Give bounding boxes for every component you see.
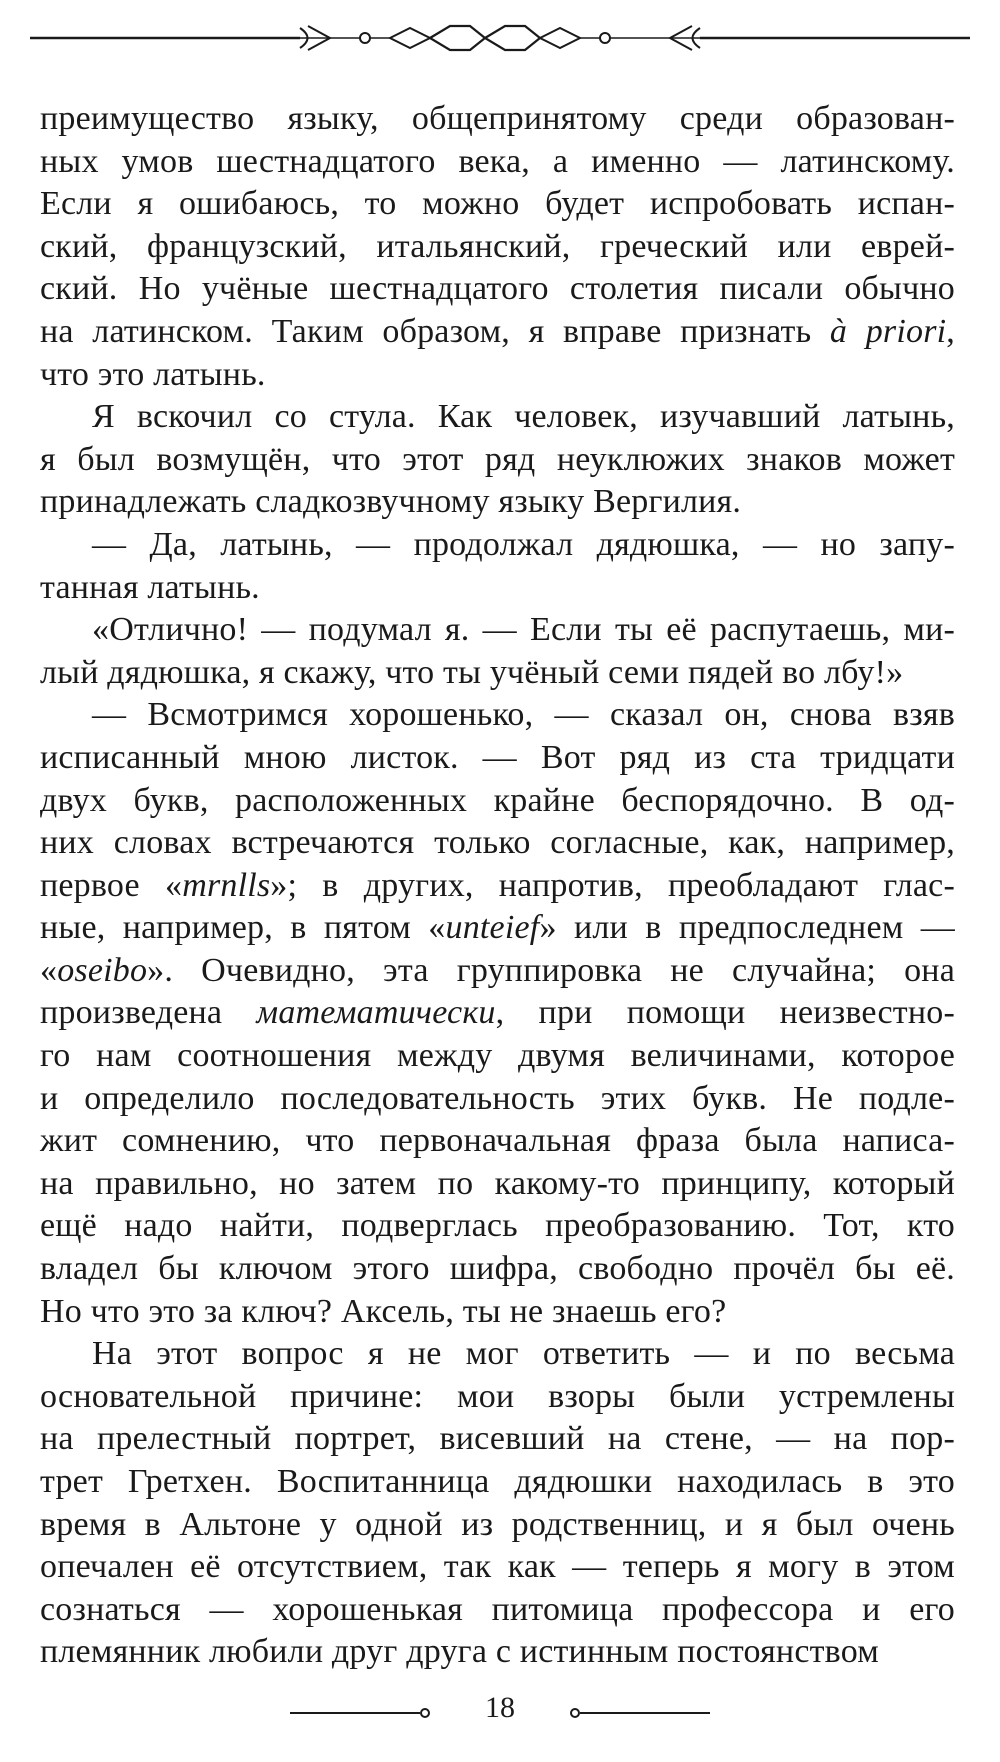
text-line: го нам соотношения между двумя величинами, которое — [40, 1037, 955, 1075]
text-line: основательной причине: мои взоры были устремлены — [40, 1377, 955, 1415]
text-line: трет Гретхен. Воспитанница дядюшки находилась в это — [40, 1463, 955, 1500]
text-line: первое «mrnlls»; в других, напротив, преобладают глас- — [40, 866, 955, 904]
text-line: двух букв, расположенных крайне беспорядочно. В од- — [40, 781, 955, 819]
text-line: на латинском. Таким образом, я вправе признать à priori, — [40, 312, 955, 350]
text-line: что это латынь. — [40, 355, 266, 393]
text-line: лый дядюшка, я скажу, что ты учёный семи пядей во лбу!» — [40, 653, 904, 691]
text-line: «oseibo». Очевидно, эта группировка не случайна; она — [40, 951, 955, 989]
text-line: на правильно, но затем по какому-то принципу, который — [40, 1164, 955, 1202]
paragraph — [40, 609, 955, 694]
text-line: — Всмотримся хорошенько, — сказал он, снова взяв — [92, 696, 955, 734]
text-line: сознаться — хорошенькая питомица профессора и его — [40, 1590, 955, 1628]
text-line: ский, французский, итальянский, греческий или еврей- — [40, 227, 955, 265]
paragraph — [40, 694, 955, 1333]
top-ornament — [30, 20, 970, 56]
text-line: ский. Но учёные шестнадцатого столетия писали обычно — [40, 270, 955, 308]
text-line: я был возмущён, что этот ряд неуклюжих знаков может — [40, 440, 955, 478]
paragraph — [40, 98, 955, 396]
text-line: ных умов шестнадцатого века, а именно — латинскому. — [40, 142, 955, 180]
text-line: исписанный мною листок. — Вот ряд из ста тридцати — [40, 738, 955, 776]
paragraph — [40, 1333, 955, 1674]
page-number: 18 — [470, 1690, 530, 1726]
text-line: опечален её отсутствием, так как — теперь я могу в этом — [40, 1548, 955, 1586]
text-line: На этот вопрос я не мог ответить — и по весьма — [92, 1335, 955, 1373]
body-text — [40, 98, 955, 1674]
text-line: племянник любили друг друга с истинным постоянством — [40, 1633, 879, 1671]
text-line: владел бы ключом этого шифра, свободно прочёл бы её. — [40, 1250, 955, 1288]
paragraph — [40, 396, 955, 524]
text-line: «Отлично! — подумал я. — Если ты её распутаешь, ми- — [92, 611, 955, 649]
text-line: Если я ошибаюсь, то можно будет испробовать испан- — [40, 185, 955, 223]
text-line: Я вскочил со стула. Как человек, изучавший латынь, — [92, 398, 955, 436]
text-line: танная латынь. — [40, 568, 260, 606]
text-line: преимущество языку, общепринятому среди образован- — [40, 100, 955, 137]
text-line: на прелестный портрет, висевший на стене, — на пор- — [40, 1420, 955, 1458]
text-line: жит сомнению, что первоначальная фраза была написа- — [40, 1122, 955, 1160]
text-line: ещё надо найти, подверглась преобразованию. Тот, кто — [40, 1207, 955, 1245]
text-line: ные, например, в пятом «unteief» или в предпоследнем — — [40, 909, 955, 947]
text-line: — Да, латынь, — продолжал дядюшка, — но запу- — [92, 525, 955, 563]
text-line: принадлежать сладкозвучному языку Вергилия. — [40, 483, 742, 521]
text-line: и определило последовательность этих букв. Не подле- — [40, 1079, 955, 1117]
text-line: время в Альтоне у одной из родственниц, и я был очень — [40, 1505, 955, 1543]
text-line: них словах встречаются только согласные, как, например, — [40, 824, 955, 862]
paragraph — [40, 524, 955, 609]
text-line: произведена математически, при помощи неизвестно- — [40, 994, 955, 1032]
text-line: Но что это за ключ? Аксель, ты не знаешь его? — [40, 1292, 727, 1330]
